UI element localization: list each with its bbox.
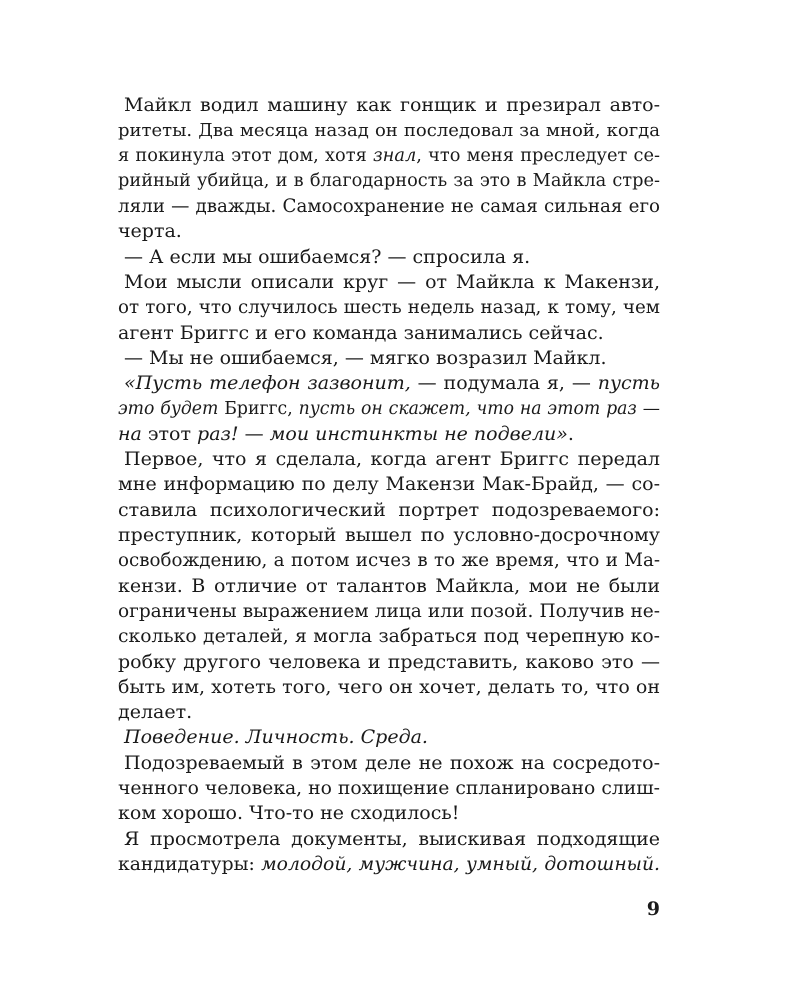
text-line (118, 599, 660, 624)
body-text (118, 93, 660, 877)
text-line (118, 725, 660, 750)
italic-run: пусть он скажет, что на этот раз — (298, 398, 660, 419)
text-line (118, 776, 660, 801)
text-run: Я просмотрела документы, выискивая подходящие (124, 827, 660, 850)
italic-run: Поведение. Личность. Среда. (124, 726, 428, 749)
text-run: рийный убийца, и в благодарность за это в Майкла стре- (118, 170, 660, 191)
text-run: ставила психологический портрет подозреваемого: (118, 498, 660, 521)
text-line-content (118, 802, 459, 824)
text-line (118, 650, 660, 675)
text-line (118, 675, 660, 700)
text-line (118, 574, 660, 599)
italic-run: мои инстинкты не подвели» (269, 422, 568, 445)
text-run: Мои мысли описали круг — от Майкла к Макензи, (124, 271, 660, 294)
text-run: агент Бриггс и его команда занимались сейчас. (118, 321, 604, 344)
text-line-content (124, 346, 607, 371)
text-line-content (118, 701, 192, 723)
text-line (118, 422, 660, 447)
text-line (118, 751, 660, 776)
text-run: — подумала я, — (410, 372, 598, 395)
italic-run: на (118, 422, 142, 445)
text-run: быть им, хотеть того, чего он хочет, делать то, что он (118, 675, 660, 698)
text-run: делает. (118, 701, 193, 724)
text-run: преступник, который вышел по условно-досрочному (118, 524, 660, 547)
text-line (118, 371, 660, 396)
page-number: 9 (646, 898, 660, 920)
text-run: Первое, что я сделала, когда агент Бриггс передал (124, 448, 660, 471)
text-run: — Мы не ошибаемся, — мягко возразил Майкл. (124, 346, 607, 369)
text-line (118, 270, 660, 295)
text-run: — (238, 422, 270, 445)
text-line (118, 548, 660, 573)
italic-run: молодой, мужчина, умный, дотошный. (261, 853, 660, 875)
text-line-content (118, 423, 574, 445)
italic-run: «Пусть телефон зазвонит, (124, 372, 411, 395)
text-line (118, 346, 660, 371)
text-line (118, 118, 660, 143)
text-line (118, 219, 660, 244)
text-run: освобождению, а потом исчез в то же время, что и Ма- (118, 550, 660, 572)
text-run: я покинула этот дом, хотя (118, 145, 373, 166)
text-run: . (567, 422, 574, 445)
text-run: кензи. В отличие от талантов Майкла, мои не были (118, 574, 660, 597)
text-line (118, 523, 660, 548)
text-run: этот (141, 422, 198, 445)
text-line (118, 169, 660, 194)
text-run: кандидатуры: (118, 853, 262, 875)
text-line (118, 852, 660, 877)
text-run: Майкл водил машину как гонщик и презирал авто- (124, 94, 660, 116)
text-line (118, 194, 660, 219)
text-line (118, 498, 660, 523)
text-line-content (124, 725, 428, 750)
text-line (118, 321, 660, 346)
text-line (118, 144, 660, 169)
text-line (118, 447, 660, 472)
text-line (118, 472, 660, 497)
text-run: мне информацию по делу Макензи Мак-Брайд, — со- (118, 473, 660, 496)
text-run: Бриггс, (218, 398, 299, 419)
text-run: ритеты. Два месяца назад он последовал за мной, когда (118, 120, 660, 142)
text-line (118, 245, 660, 270)
text-run: ченного человека, но похищение спланировано слиш- (118, 778, 660, 800)
text-line (118, 93, 660, 118)
text-line-content (118, 220, 182, 242)
text-run: ляли — дважды. Самосохранение не самая сильная его (118, 196, 660, 218)
text-run: , что меня преследует се- (416, 145, 660, 166)
text-line (118, 397, 660, 422)
italic-run: это будет (118, 398, 219, 419)
text-run: черта. (118, 220, 182, 243)
text-line (118, 827, 660, 852)
text-run: от того, что случилось шесть недель назад, к тому, чем (118, 297, 660, 319)
text-line (118, 624, 660, 649)
text-run: Подозреваемый в этом деле не похож на сосредото- (124, 751, 660, 774)
text-run: ограничены выражением лица или позой. Получив не- (118, 600, 660, 622)
text-line (118, 295, 660, 320)
text-line-content (118, 322, 604, 344)
italic-run: раз! (197, 422, 239, 445)
italic-run: знал (373, 145, 417, 166)
text-line (118, 801, 660, 826)
italic-run: пусть (597, 372, 660, 395)
text-line (118, 700, 660, 725)
text-run: сколько деталей, я могла забраться под черепную ко- (118, 626, 660, 648)
text-run: — А если мы ошибаемся? — спросила я. (124, 245, 531, 268)
text-run: робку другого человека и представить, каково это — (118, 650, 660, 673)
text-line-content (124, 245, 530, 270)
text-run: ком хорошо. Что-то не сходилось! (118, 802, 460, 825)
